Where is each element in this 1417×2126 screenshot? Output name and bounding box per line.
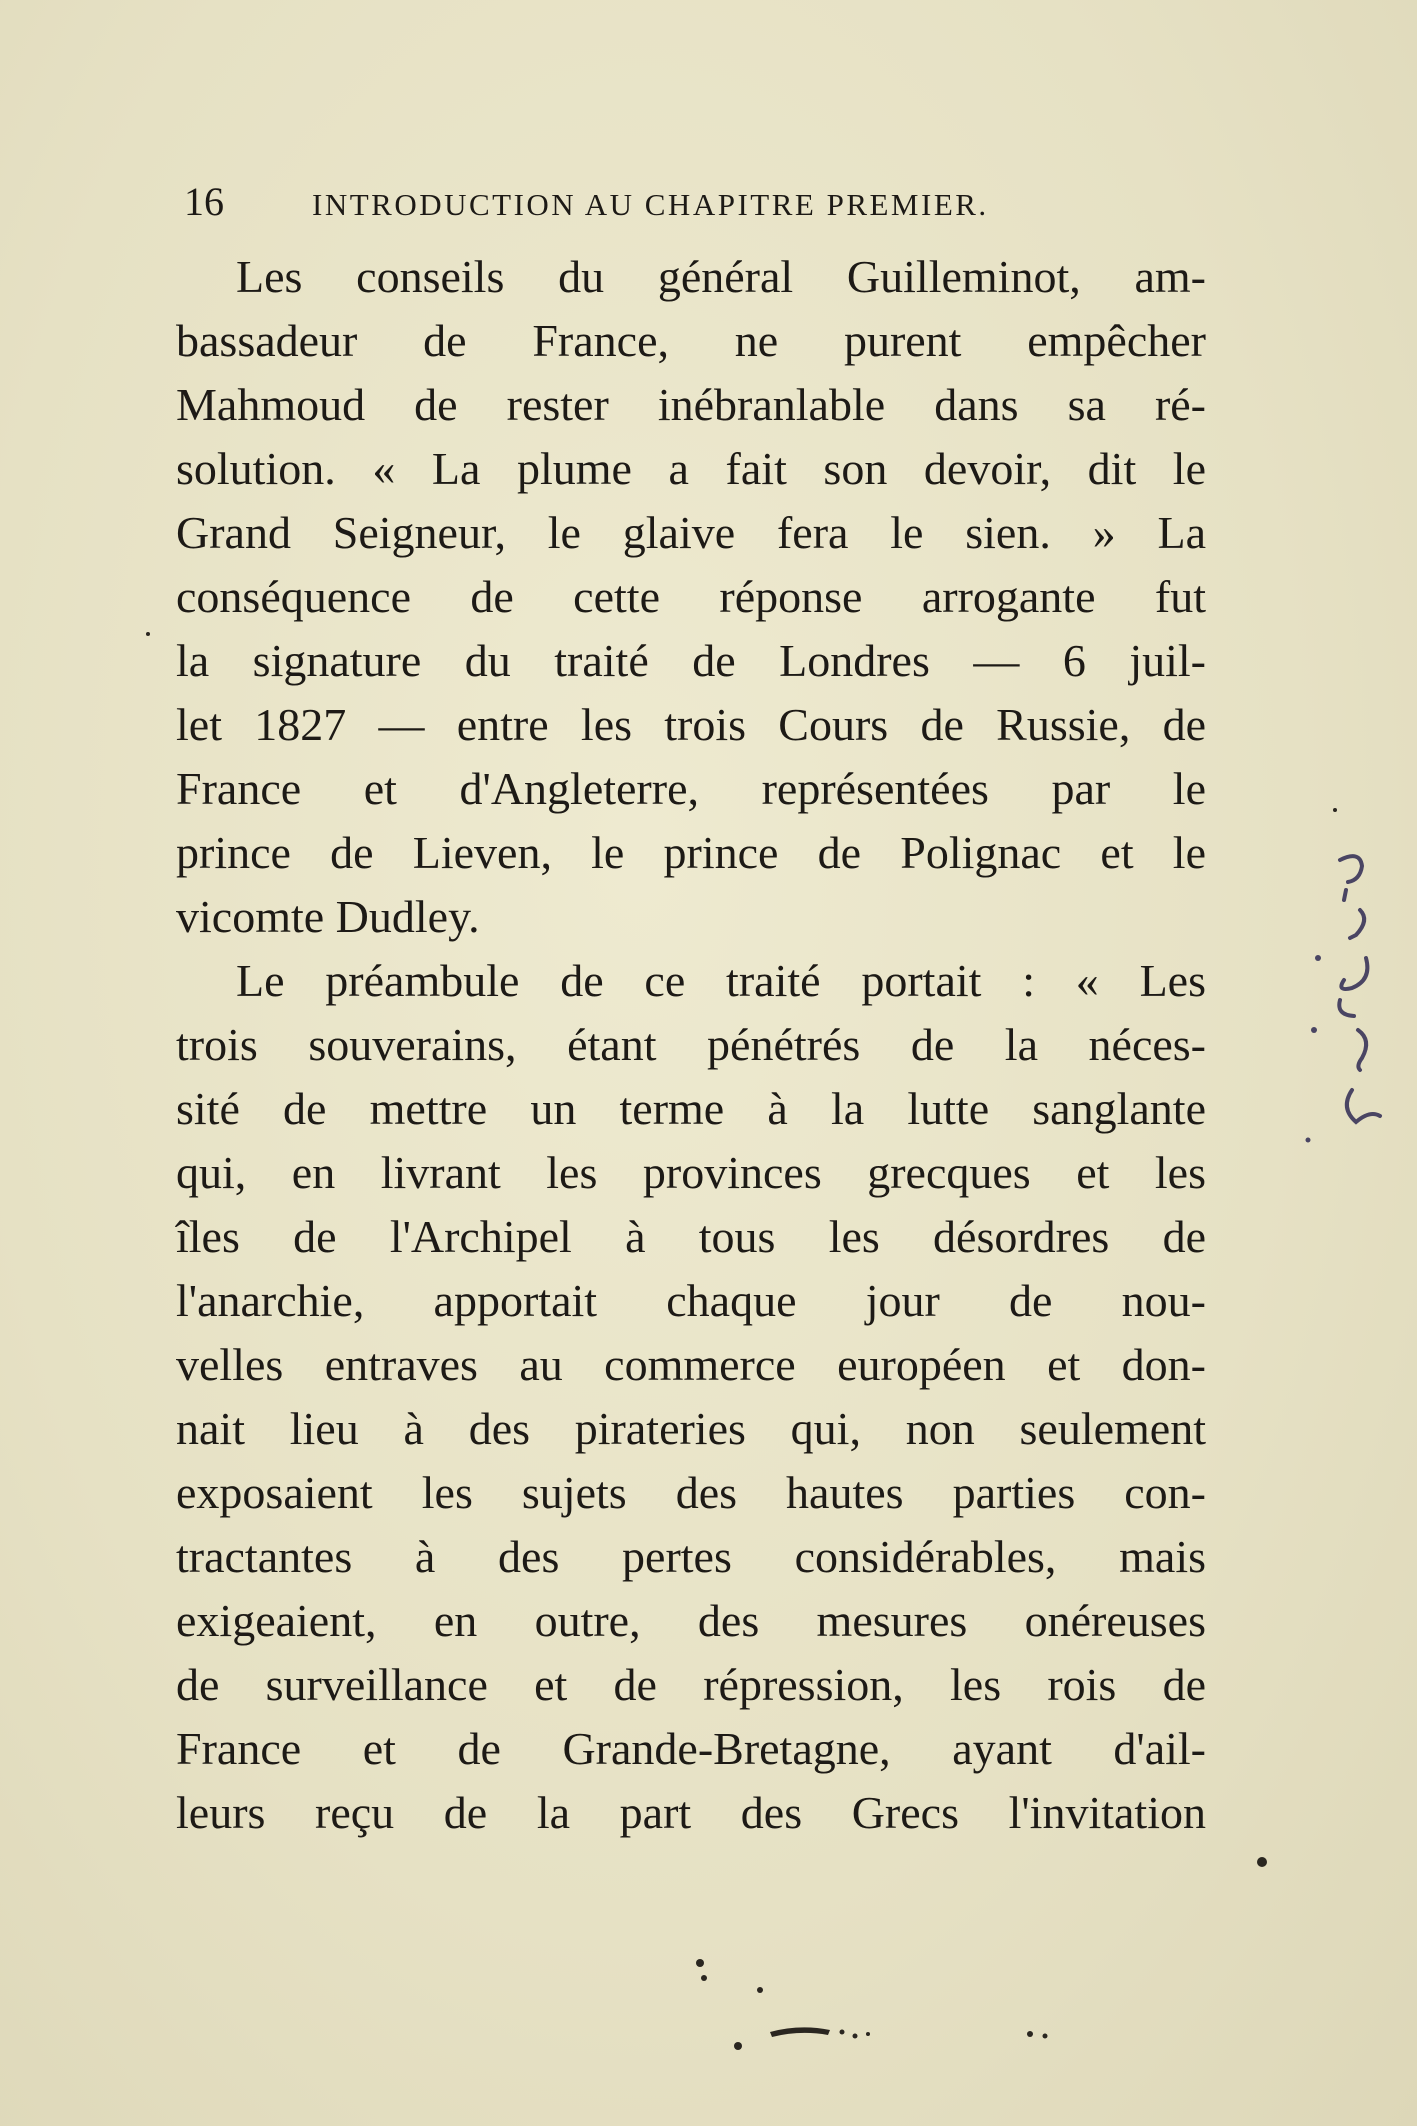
- text-line: conséquence de cette réponse arrogante fut: [176, 571, 1206, 622]
- text-line: France et d'Angleterre, représentées par le: [176, 763, 1206, 814]
- text-line: la signature du traité de Londres — 6 juil-: [176, 635, 1206, 686]
- text-line: l'anarchie, apportait chaque jour de nou-: [176, 1275, 1206, 1326]
- text-line: let 1827 — entre les trois Cours de Russie, de: [176, 699, 1206, 750]
- text-line: nait lieu à des pirateries qui, non seulement: [176, 1403, 1206, 1454]
- text-line: de surveillance et de répression, les rois de: [176, 1659, 1206, 1710]
- text-line: trois souverains, étant pénétrés de la néces-: [176, 1019, 1206, 1070]
- text-line: France et de Grande-Bretagne, ayant d'ail-: [176, 1723, 1206, 1774]
- text-line: îles de l'Archipel à tous les désordres de: [176, 1211, 1206, 1262]
- pencil-margin-mark: [1300, 840, 1410, 1160]
- text-line: sité de mettre un terme à la lutte sanglante: [176, 1083, 1206, 1134]
- text-line: exigeaient, en outre, des mesures onéreuses: [176, 1595, 1206, 1646]
- text-line: leurs reçu de la part des Grecs l'invitation: [176, 1787, 1206, 1838]
- running-head: [184, 178, 1214, 224]
- text-line: velles entraves au commerce européen et don-: [176, 1339, 1206, 1390]
- text-line: tractantes à des pertes considérables, mais: [176, 1531, 1206, 1582]
- text-line: bassadeur de France, ne purent empêcher: [176, 315, 1206, 366]
- page-number: 16: [184, 179, 224, 224]
- text-line: solution. « La plume a fait son devoir, dit le: [176, 443, 1206, 494]
- text-line: vicomte Dudley.: [176, 891, 480, 942]
- running-title: INTRODUCTION AU CHAPITRE PREMIER.: [312, 187, 989, 222]
- text-line: Les conseils du général Guilleminot, am-: [236, 251, 1206, 302]
- text-line: qui, en livrant les provinces grecques et les: [176, 1147, 1206, 1198]
- body-text: [176, 245, 1206, 1845]
- text-line: Mahmoud de rester inébranlable dans sa ré-: [176, 379, 1206, 430]
- text-line: prince de Lieven, le prince de Polignac et le: [176, 827, 1206, 878]
- text-line: Le préambule de ce traité portait : « Les: [236, 955, 1206, 1006]
- text-line: exposaient les sujets des hautes parties con-: [176, 1467, 1206, 1518]
- text-line: Grand Seigneur, le glaive fera le sien. » La: [176, 507, 1206, 558]
